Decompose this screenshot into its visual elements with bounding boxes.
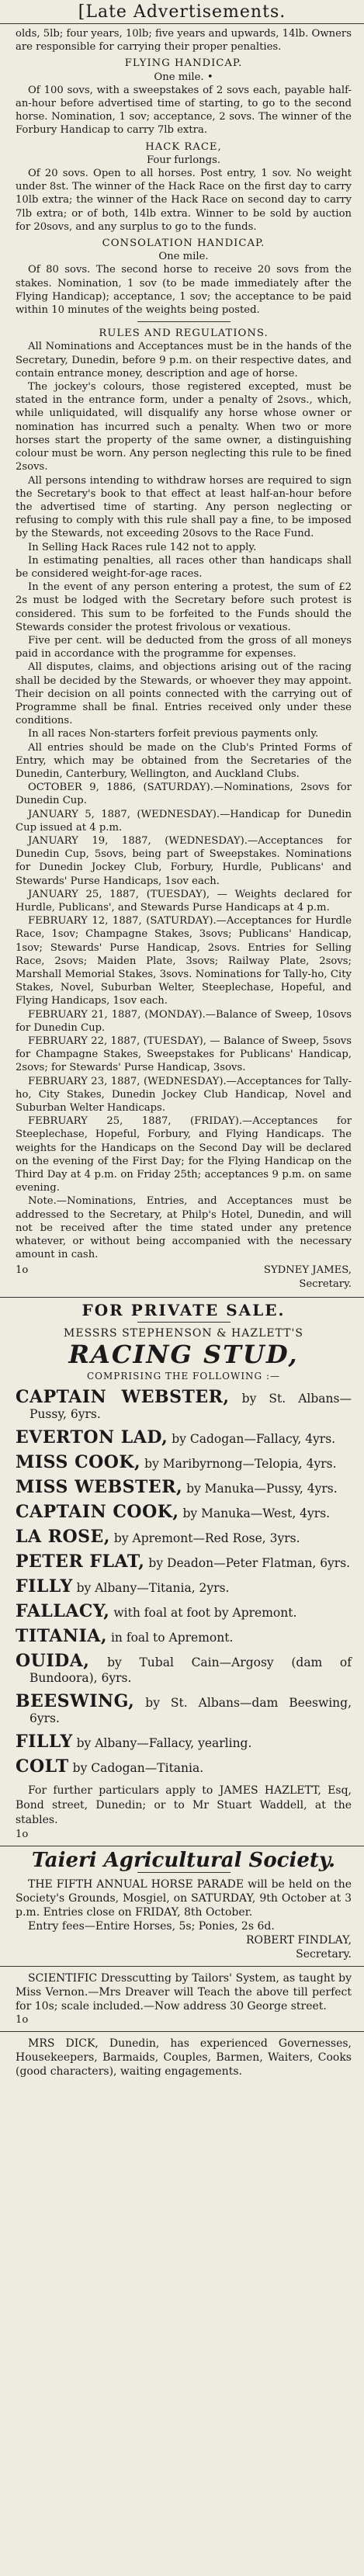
page-header [0, 0, 364, 23]
rules-signature [16, 1264, 352, 1290]
date-entry: FEBRUARY 22, 1887, (TUESDAY), — Balance of Sweep, 5sovs for Champagne Stakes, Sweepstakes for Publicans' Handicap, 2sovs; for Stewards' Purse Handicap, 3sovs. [16, 1035, 352, 1074]
taieri-divider [137, 1872, 231, 1873]
flying-handicap-title: FLYING HANDICAP. [124, 57, 243, 70]
horse-name: TITANIA, [16, 1625, 108, 1646]
horse-name: FALLACY, [16, 1600, 110, 1621]
date-entry: JANUARY 19, 1887, (WEDNESDAY).—Acceptances for Dunedin Cup, 5sovs, being part of Sweepstakes. Nominations for Dunedin Jockey Club, Forbury, Hurdle, Publicans' and Stewards' Purse Handicaps, 1sov each. [16, 834, 352, 887]
dresscutting-reference: 1o [16, 2014, 29, 2026]
horse-name: OUIDA, [16, 1650, 90, 1671]
flying-handicap-body: Of 100 sovs, with a sweepstakes of 2 sovs each, payable half-an-hour before advertised time of starting, to go to the second horse. Nomination, 1 sov; acceptance, 2 sovs. The winner of the Forbury Handicap to carry 7lb extra. [16, 84, 352, 137]
horse-desc: by St. Albans—Pussy, 6yrs. [29, 1391, 352, 1421]
horse-name: MISS WEBSTER, [16, 1476, 183, 1497]
horse-name: LA ROSE, [16, 1526, 110, 1547]
horse-entry [16, 1386, 352, 1422]
horse-name: CAPTAIN WEBSTER, [16, 1386, 230, 1407]
rules-para: In Selling Hack Races rule 142 not to apply. [28, 541, 257, 553]
rules-note: Note.—Nominations, Entries, and Acceptances must be addressed to the Secretary, at Philp's Hotel, Dunedin, and will not be received after the time stated under any pretence whatever, or without being accompanied with the necessary amount in cash. [16, 1195, 352, 1261]
stud-contact: For further particulars apply to JAMES HAZLETT, Esq, Bond street, Dunedin; or to Mr Stuart Waddell, at the stables. [16, 1784, 352, 1826]
dresscutting-body: SCIENTIFIC Dresscutting by Tailors' System, as taught by Miss Vernon.—Mrs Dreaver will Teach the above till perfect for 10s; scale included.—Now address 30 George street. [16, 1972, 352, 2013]
rules-para: In estimating penalties, all races other than handicaps shall be considered weight-for-age races. [16, 554, 352, 580]
header-title: [Late Advertisements. [78, 2, 286, 22]
date-entry: JANUARY 5, 1887, (WEDNESDAY).—Handicap for Dunedin Cup issued at 4 p.m. [16, 808, 352, 834]
rules-para: The jockey's colours, those registered excepted, must be stated in the entrance form, under a penalty of 2sovs., which, while unliquidated, will disqualify any horse whose owner or nomination has incurred such a penalty. When two or more horses start the property of the same owner, a distinguishing colour must be worn. Any person neglecting this rule to be fined 2sovs. [16, 381, 352, 473]
horse-desc: by Albany—Fallacy, yearling. [76, 1735, 252, 1750]
mrs-dick-ad [0, 2037, 364, 2078]
date-entry: OCTOBER 9, 1886, (SATURDAY).—Nominations, 2sovs for Dunedin Cup. [16, 782, 352, 807]
private-sale-heading: FOR PRIVATE SALE. [81, 1300, 286, 1319]
horse-list [16, 1386, 352, 1777]
consolation-distance: One mile. [158, 251, 209, 263]
horse-name: PETER FLAT, [16, 1551, 145, 1572]
horse-desc: by Cadogan—Titania. [72, 1760, 204, 1775]
section-divider [0, 1297, 364, 1298]
stud-firm: MESSRS STEPHENSON & HAZLETT'S [64, 1327, 303, 1340]
stud-sale-ad [0, 1300, 364, 1841]
horse-entry [16, 1476, 352, 1497]
rules-para: All Nominations and Acceptances must be in the hands of the Secretary, Dunedin, before 9 p.m. on their respective dates, and contain entrance money, description and age of horse. [16, 341, 352, 380]
ad-reference: 1o [16, 1264, 29, 1277]
horse-entry [16, 1526, 352, 1547]
rules-para: All disputes, claims, and objections arising out of the racing shall be decided by the Stewards, or whoever they may appoint. Their decision on all points connected with the carrying out of Programme shall be final. Entries received only under these conditions. [16, 661, 352, 727]
taieri-ad [0, 1848, 364, 1961]
taieri-body: THE FIFTH ANNUAL HORSE PARADE will be held on the Society's Grounds, Mosgiel, on SATURDAY, 9th October at 3 p.m. Entries close on FRIDAY, 8th October. [16, 1878, 352, 1919]
rules-title: RULES AND REGULATIONS. [99, 328, 269, 340]
hack-race-title: HACK RACE, [145, 140, 222, 153]
horse-name: BEESWING, [16, 1690, 135, 1711]
horse-entry [16, 1576, 352, 1597]
section-divider [0, 2031, 364, 2032]
horse-entry [16, 1600, 352, 1621]
horse-entry [16, 1756, 352, 1777]
signature-name: SYDNEY JAMES, [263, 1264, 352, 1277]
taieri-fees: Entry fees—Entire Horses, 5s; Ponies, 2s 6d. [28, 1920, 275, 1933]
date-entry: FEBRUARY 23, 1887, (WEDNESDAY).—Acceptances for Tally-ho, City Stakes, Dunedin Jockey Club Handicap, Novel and Suburban Welter Handicaps. [16, 1075, 352, 1115]
rules-para: In all races Non-starters forfeit previous payments only. [28, 728, 319, 740]
header-divider [0, 23, 364, 24]
horse-desc: with foal at foot by Apremont. [113, 1605, 297, 1620]
rules-para: Five per cent. will be deducted from the gross of all moneys paid in accordance with the programme for expenses. [16, 634, 352, 660]
horse-entry [16, 1501, 352, 1522]
hack-race-body: Of 20 sovs. Open to all horses. Post entry, 1 sov. No weight under 8st. The winner of the Hack Race on the first day to carry 10lb extra; the winner of the Hack Race on second day to carry 7lb extra; or of both, 14lb extra. Winner to be sold by auction for 20sovs, and any surplus to go to the funds. [16, 168, 352, 233]
horse-desc: by Tubal Cain—Argosy (dam of Bundoora), 6yrs. [29, 1655, 352, 1685]
horse-name: CAPTAIN COOK, [16, 1501, 179, 1522]
horse-desc: by Manuka—Pussy, 4yrs. [186, 1481, 338, 1496]
horse-desc: by St. Albans—dam Beeswing, 6yrs. [29, 1695, 352, 1725]
hack-race-distance: Four furlongs. [146, 154, 221, 166]
flying-handicap-distance: One mile. • [154, 71, 213, 83]
taieri-title: Taieri Agricultural Society. [31, 1848, 336, 1872]
rules-para: In the event of any person entering a protest, the sum of £2 2s must be lodged with the Secretary before such protest is considered. This sum to be forfeited to the Funds should the Stewards consider the protest frivolous or vexatious. [16, 581, 352, 633]
horse-desc: in foal to Apremont. [110, 1630, 234, 1645]
date-entry: JANUARY 25, 1887, (TUESDAY), — Weights declared for Hurdle, Publicans', and Stewards Purse Handicaps at 4 p.m. [16, 888, 352, 914]
horse-name: FILLY [16, 1731, 73, 1752]
racing-stud-title: RACING STUD, [68, 1340, 299, 1370]
horse-desc: by Maribyrnong—Telopia, 4yrs. [144, 1456, 337, 1471]
taieri-signature [16, 1933, 352, 1961]
horse-name: EVERTON LAD, [16, 1427, 168, 1447]
date-entry: FEBRUARY 21, 1887, (MONDAY).—Balance of Sweep, 10sovs for Dunedin Cup. [16, 1008, 352, 1034]
horse-entry [16, 1650, 352, 1686]
horse-desc: by Apremont—Red Rose, 3yrs. [113, 1531, 300, 1545]
consolation-body: Of 80 sovs. The second horse to receive 20 sovs from the stakes. Nomination, 1 sov (to be made immediately after the Flying Handicap); acceptance, 1 sov; the acceptance to be paid within 10 minutes of the weights being posted. [16, 264, 352, 317]
horse-entry [16, 1690, 352, 1726]
rules-para: All persons intending to withdraw horses are required to sign the Secretary's book to that effect at least half-an-hour before the advertised time of starting. Any person neglecting or refusing to comply with this rule shall pay a fine, to be imposed by the Stewards, not exceeding 20sovs to the Race Fund. [16, 474, 352, 540]
horse-desc: by Albany—Titania, 2yrs. [76, 1580, 230, 1595]
race-intro: olds, 5lb; four years, 10lb; five years and upwards, 14lb. Owners are responsible for carrying their proper penalties. [16, 28, 352, 54]
taieri-signature-role: Secretary. [296, 1948, 352, 1961]
signature-role: Secretary. [299, 1278, 352, 1290]
horse-name: COLT [16, 1756, 69, 1777]
rules-divider [137, 321, 231, 322]
horse-desc: by Manuka—West, 4yrs. [182, 1506, 331, 1520]
section-divider [0, 1966, 364, 1967]
date-entry: FEBRUARY 12, 1887, (SATURDAY).—Acceptances for Hurdle Race, 1sov; Champagne Stakes, 3sovs; Publicans' Handicap, 1sov; Stewards' Purse Handicap, 2sovs. Entries for Selling Race, 2sovs; Maiden Plate, 3sovs; Railway Plate, 2sovs; Marshall Memorial Stakes, 3sovs. Nominations for Tally-ho, City Stakes, Novel, Suburban Welter, Steeplechase, Hopeful, and Flying Handicaps, 1sov each. [16, 915, 352, 1007]
horse-entry [16, 1625, 352, 1646]
consolation-title: CONSOLATION HANDICAP. [102, 237, 265, 250]
horse-entry [16, 1551, 352, 1572]
stud-divider [137, 1322, 231, 1323]
horse-entry [16, 1451, 352, 1472]
mrs-dick-body: MRS DICK, Dunedin, has experienced Governesses, Housekeepers, Barmaids, Couples, Barmen, Waiters, Cooks (good characters), waiting engagements. [16, 2037, 352, 2078]
stud-reference: 1o [16, 1828, 29, 1840]
date-entry: FEBRUARY 25, 1887, (FRIDAY).—Acceptances for Steeplechase, Hopeful, Forbury, and Flying Handicaps. The weights for the Handicaps on the Second Day will be declared on the evening of the First Day; for the Flying Handicap on the Third Day at 4 p.m. on Friday 25th; acceptances 9 p.m. on same evening. [16, 1115, 352, 1194]
horse-name: FILLY [16, 1576, 73, 1597]
rules-para: All entries should be made on the Club's Printed Forms of Entry, which may be obtained from the Secretaries of the Dunedin, Canterbury, Wellington, and Auckland Clubs. [16, 741, 352, 780]
horse-entry [16, 1731, 352, 1752]
stud-comprising: COMPRISING THE FOLLOWING :— [86, 1370, 281, 1382]
horse-desc: by Deadon—Peter Flatman, 6yrs. [148, 1555, 351, 1570]
horse-desc: by Cadogan—Fallacy, 4yrs. [172, 1431, 336, 1446]
dresscutting-ad [0, 1971, 364, 2026]
taieri-signature-name: ROBERT FINDLAY, [245, 1934, 352, 1947]
horse-name: MISS COOK, [16, 1451, 141, 1472]
race-programme [0, 27, 364, 1291]
horse-entry [16, 1427, 352, 1447]
